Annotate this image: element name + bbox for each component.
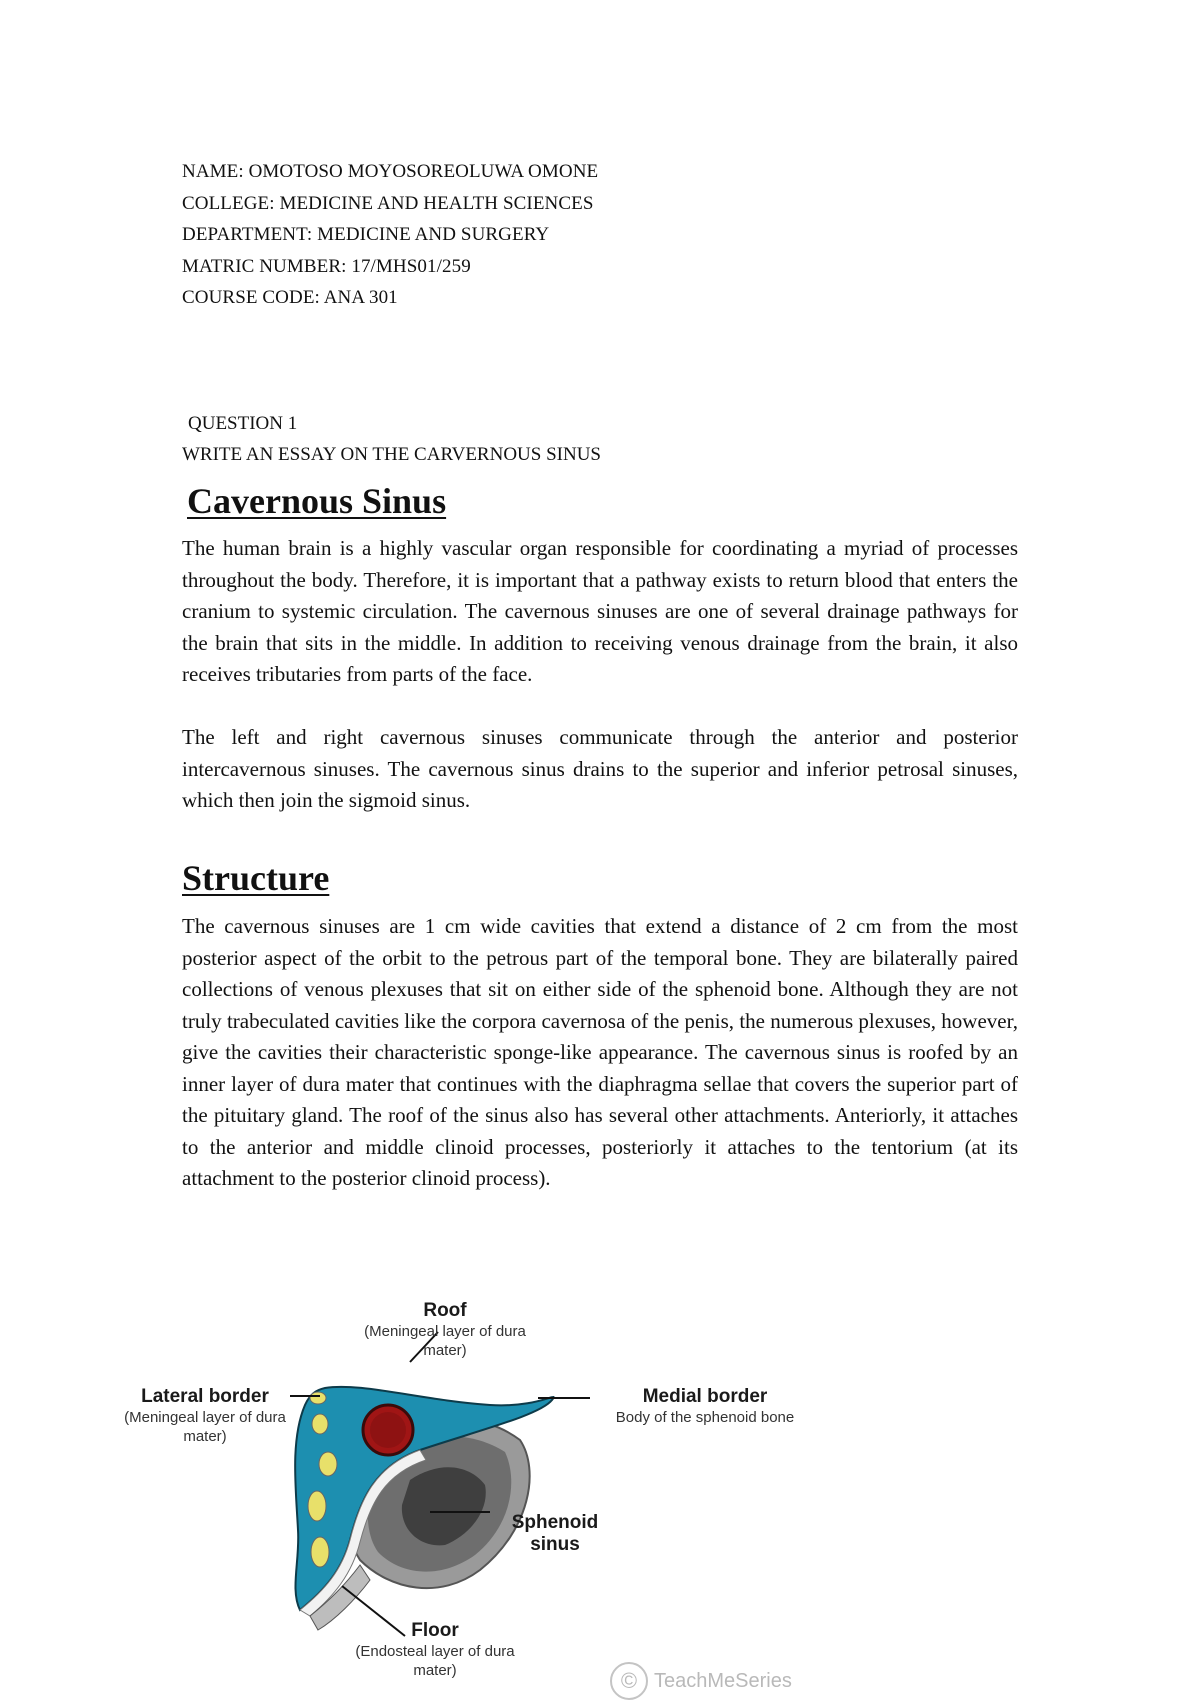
question-number: QUESTION 1 — [188, 413, 298, 434]
floor-label: Floor (Endosteal layer of dura mater) — [355, 1620, 515, 1679]
paragraph-structure: The cavernous sinuses are 1 cm wide cavities that extend a distance of 2 cm from the most posterior aspect of the orbit to the petrous part of the temporal bone. They are bilaterally paired collections of venous plexuses that sit on either side of the sphenoid bone. Although they are not truly trabeculated cavities like the corpora cavernosa of the penis, the numerous plexuses, however, give the cavities their characteristic sponge-like appearance. The cavernous sinus is roofed by an inner layer of dura mater that continues with the diaphragma sellae that covers the superior part of the pituitary gland. The roof of the sinus also has several other attachments. Anteriorly, it attaches to the anterior and middle clinoid processes, posteriorly it attaches to the tentorium (at its attachment to the posterior clinoid process). — [182, 914, 1018, 1190]
question-prompt: WRITE AN ESSAY ON THE CARVERNOUS SINUS — [182, 444, 601, 465]
course-code: COURSE CODE: ANA 301 — [182, 287, 398, 308]
nerve-3 — [319, 1452, 337, 1476]
paragraph-intro: The human brain is a highly vascular organ responsible for coordinating a myriad of processes throughout the body. Therefore, it is important that a pathway exists to return blood that enters the cranium to systemic circulation. The cavernous sinuses are one of several drainage pathways for the brain that sits in the middle. In addition to receiving venous drainage from the brain, it also receives tributaries from parts of the face. — [182, 536, 1018, 686]
student-name: NAME: OMOTOSO MOYOSOREOLUWA OMONE — [182, 161, 599, 182]
lateral-border-label: Lateral border (Meningeal layer of dura mater) — [124, 1386, 286, 1445]
question-block — [182, 408, 601, 470]
copyright-icon: © — [610, 1662, 648, 1700]
watermark — [610, 1662, 792, 1700]
section-title-cavernous-sinus: Cavernous Sinus — [187, 481, 447, 521]
section-title-structure: Structure — [182, 858, 330, 898]
sphenoid-sinus-label: Sphenoid sinus — [511, 1512, 599, 1555]
nerve-4 — [308, 1491, 326, 1521]
nerve-5 — [311, 1537, 329, 1567]
roof-label: Roof (Meningeal layer of dura mater) — [364, 1300, 526, 1359]
college: COLLEGE: MEDICINE AND HEALTH SCIENCES — [182, 192, 594, 214]
matric-number: MATRIC NUMBER: 17/MHS01/259 — [182, 255, 471, 277]
paragraph-communication: The left and right cavernous sinuses communicate through the anterior and posterior intercavernous sinuses. The cavernous sinus drains to the superior and inferior petrosal sinuses, which then join the sigmoid sinus. — [182, 725, 1018, 812]
nerve-1 — [310, 1392, 326, 1404]
department: DEPARTMENT: MEDICINE AND SURGERY — [182, 224, 550, 245]
cavernous-sinus-diagram — [120, 1290, 820, 1696]
nerve-2 — [312, 1414, 328, 1434]
watermark-text: TeachMeSeries — [654, 1669, 792, 1692]
medial-border-label: Medial border Body of the sphenoid bone — [615, 1386, 795, 1426]
student-details — [182, 156, 598, 314]
